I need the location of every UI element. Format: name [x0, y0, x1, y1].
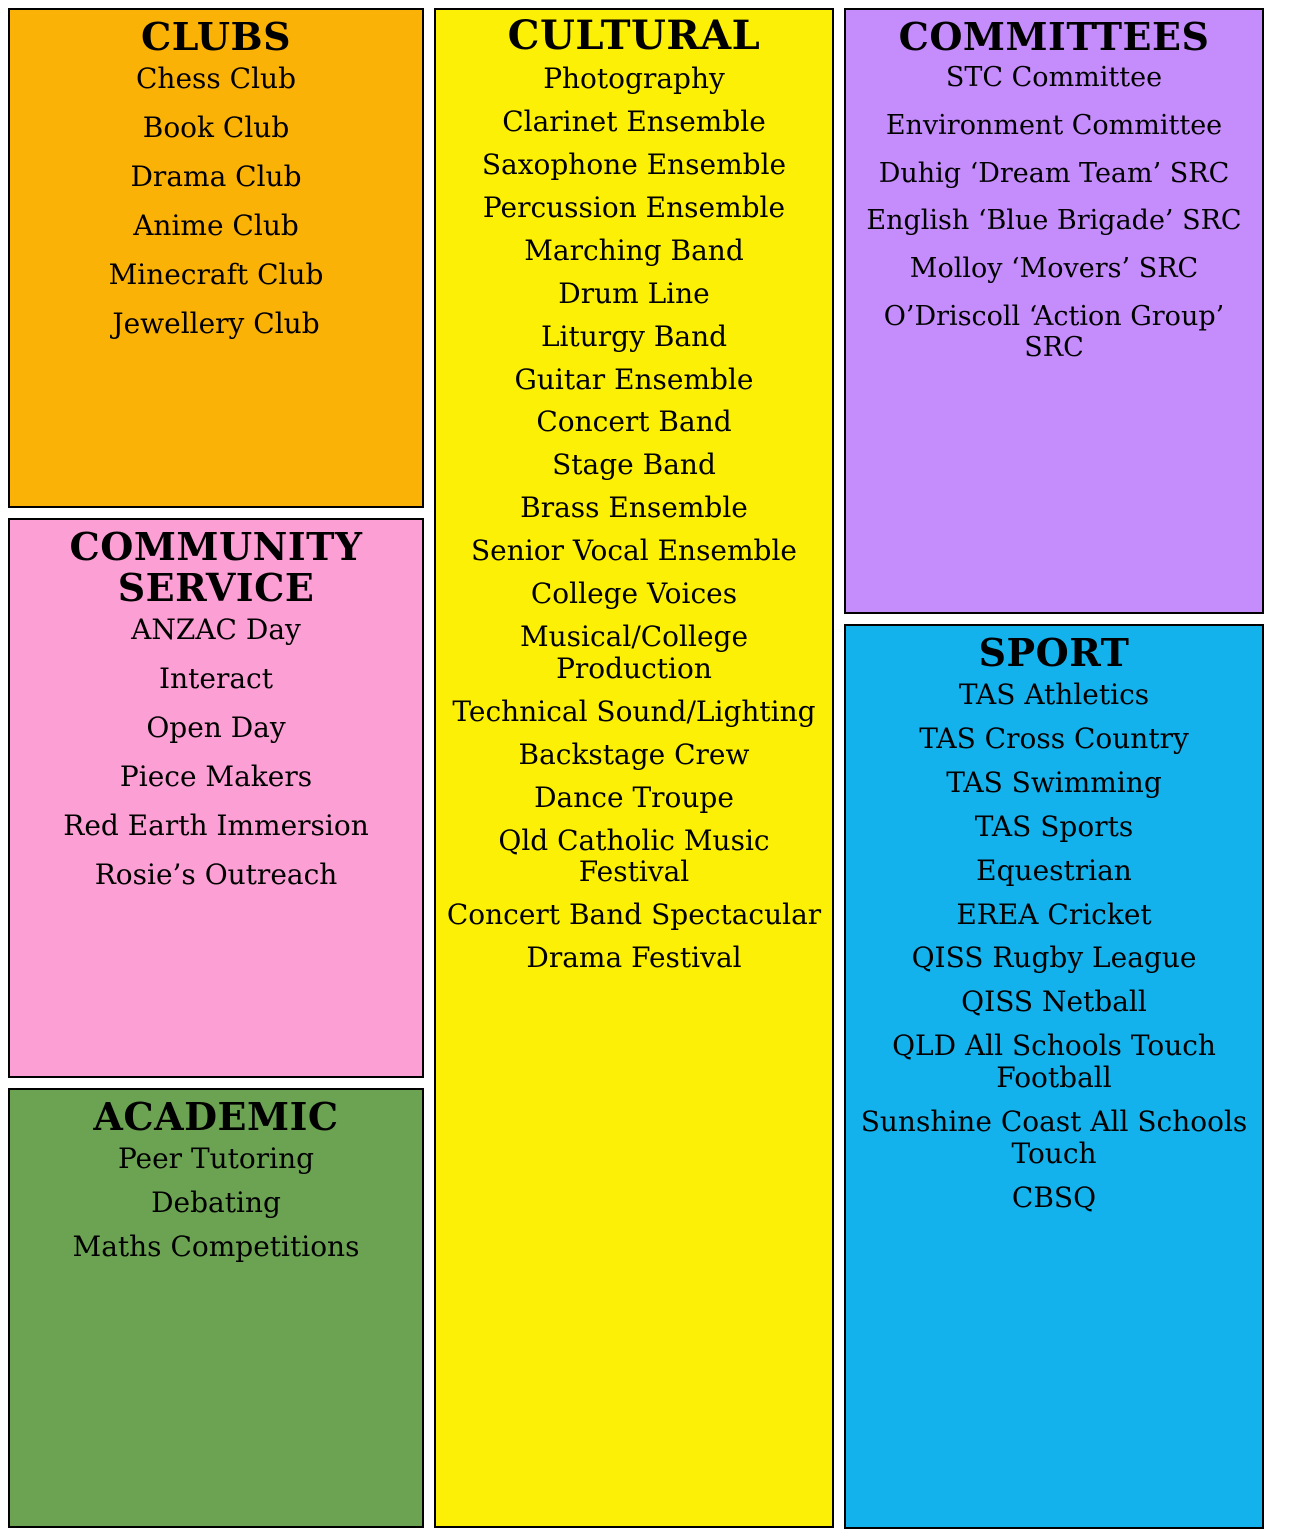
- panel-sport: [844, 624, 1264, 1529]
- list-item: Drama Festival: [526, 941, 742, 975]
- list-item: QISS Netball: [961, 985, 1147, 1019]
- list-item: TAS Cross Country: [919, 721, 1189, 755]
- list-item: Backstage Crew: [518, 737, 750, 771]
- list-item: Red Earth Immersion: [63, 808, 369, 842]
- list-item: Rosie’s Outreach: [94, 857, 338, 891]
- list-item: TAS Sports: [974, 809, 1134, 843]
- list-item: Senior Vocal Ensemble: [470, 534, 798, 568]
- list-item: Equestrian: [976, 853, 1132, 887]
- list-item: Minecraft Club: [108, 257, 324, 291]
- left-column: [8, 8, 424, 1528]
- panel-community-service-title: COMMUNITY SERVICE: [69, 524, 363, 611]
- list-item: Marching Band: [524, 233, 744, 267]
- list-item: Photography: [543, 62, 725, 96]
- list-item: Concert Band: [536, 405, 732, 439]
- list-item: Musical/College Production: [519, 619, 749, 685]
- list-item: Open Day: [146, 710, 286, 744]
- right-column: [844, 8, 1264, 1529]
- list-item: CBSQ: [1011, 1180, 1097, 1214]
- panel-community-service: [8, 518, 424, 1078]
- panel-academic: [8, 1088, 424, 1528]
- list-item: Piece Makers: [119, 759, 313, 793]
- list-item: TAS Athletics: [958, 678, 1150, 712]
- list-item: Interact: [159, 661, 273, 695]
- panel-academic-title: ACADEMIC: [93, 1094, 339, 1139]
- list-item: Environment Committee: [885, 109, 1223, 141]
- list-item: QISS Rugby League: [911, 941, 1197, 975]
- panel-cultural-title: CULTURAL: [507, 12, 761, 59]
- panel-sport-title: SPORT: [978, 630, 1130, 675]
- list-item: Anime Club: [133, 208, 299, 242]
- list-item: Percussion Ensemble: [482, 190, 786, 224]
- list-item: Debating: [151, 1185, 281, 1219]
- list-item: QLD All Schools Touch Football: [892, 1029, 1216, 1095]
- list-item: Sunshine Coast All Schools Touch: [860, 1105, 1248, 1170]
- panel-clubs-title: CLUBS: [140, 14, 292, 59]
- list-item: Molloy ‘Movers’ SRC: [909, 253, 1199, 285]
- list-item: Concert Band Spectacular: [446, 898, 822, 932]
- panel-committees-title: COMMITTEES: [898, 14, 1210, 59]
- list-item: TAS Swimming: [946, 765, 1162, 799]
- list-item: Drama Club: [130, 159, 302, 193]
- list-item: ANZAC Day: [131, 613, 301, 647]
- list-item: Technical Sound/Lighting: [452, 694, 816, 728]
- list-item: Maths Competitions: [72, 1229, 360, 1263]
- panel-committees: [844, 8, 1264, 614]
- list-item: Clarinet Ensemble: [502, 105, 766, 139]
- list-item: Peer Tutoring: [117, 1142, 315, 1176]
- list-item: Drum Line: [558, 276, 710, 310]
- list-item: Dance Troupe: [534, 780, 734, 814]
- list-item: Duhig ‘Dream Team’ SRC: [878, 157, 1230, 189]
- panel-clubs: [8, 8, 424, 508]
- list-item: College Voices: [530, 577, 738, 611]
- list-item: Book Club: [142, 110, 290, 144]
- list-item: EREA Cricket: [956, 897, 1152, 931]
- list-item: Chess Club: [135, 62, 296, 96]
- list-item: Liturgy Band: [540, 319, 728, 353]
- list-item: O’Driscoll ‘Action Group’ SRC: [883, 300, 1225, 363]
- list-item: Saxophone Ensemble: [481, 148, 787, 181]
- list-item: Guitar Ensemble: [514, 362, 754, 396]
- panel-cultural: [434, 8, 834, 1528]
- list-item: STC Committee: [945, 62, 1163, 94]
- list-item: English ‘Blue Brigade’ SRC: [866, 205, 1242, 237]
- list-item: Qld Catholic Music Festival: [498, 823, 770, 889]
- middle-column: [434, 8, 834, 1528]
- list-item: Jewellery Club: [112, 306, 320, 340]
- list-item: Brass Ensemble: [520, 491, 748, 525]
- list-item: Stage Band: [552, 448, 716, 482]
